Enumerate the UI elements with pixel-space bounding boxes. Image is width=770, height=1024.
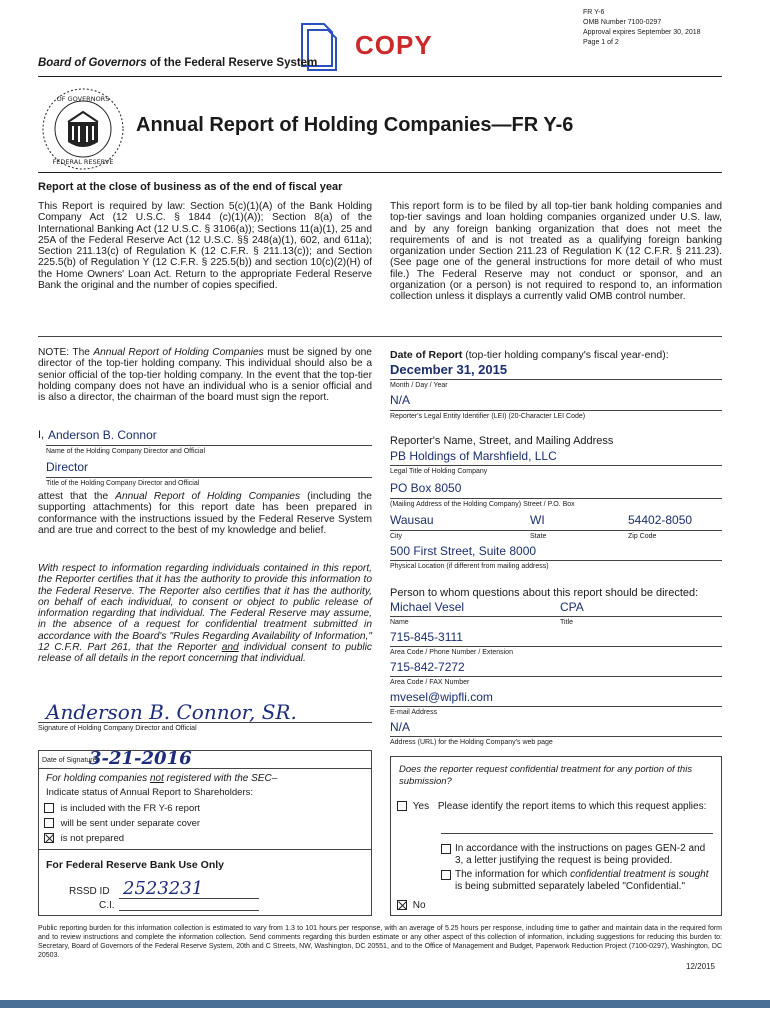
contact-title[interactable]: CPA — [560, 600, 584, 614]
rssd-label: RSSD ID — [69, 886, 110, 897]
city-caption: City — [390, 533, 403, 540]
approval-expires: Approval expires September 30, 2018 — [583, 29, 701, 36]
ci-label: C.I. — [99, 900, 115, 911]
director-signature[interactable]: Anderson B. Connor, SR. — [46, 700, 297, 724]
physical-location-value[interactable]: 500 First Street, Suite 8000 — [390, 544, 537, 558]
report-date-caption: Month / Day / Year — [390, 382, 448, 389]
checkbox-not-prepared[interactable] — [44, 833, 54, 843]
contact-name[interactable]: Michael Vesel — [390, 600, 465, 614]
sec-option-included[interactable]: is included with the FR Y-6 report — [44, 803, 200, 814]
checkbox-included[interactable] — [44, 803, 54, 813]
zip-value[interactable]: 54402-8050 — [628, 513, 693, 527]
report-date-value[interactable]: December 31, 2015 — [390, 362, 508, 377]
contact-fax[interactable]: 715-842-7272 — [390, 660, 465, 674]
revision-date: 12/2015 — [686, 962, 715, 971]
lei-value[interactable]: N/A — [390, 393, 411, 407]
sec-box-title: For holding companies not registered with the SEC– — [46, 773, 278, 784]
agency-name: Board of Governors of the Federal Reserve System — [38, 57, 318, 69]
checkbox-no[interactable] — [397, 900, 407, 910]
burden-statement: Public reporting burden for this information collection is estimated to vary from 1.3 to 101 hours per response, with an average of 5.25 hours per response, including time to gather and maintain data in the required form and to review instructions and complete the information collection. Send comments regarding this burden estimate or any other aspect of this collection of information, including suggestions for reducing this burden to: Secretary, Board of Governors of the Federal Reserve System, 20th and C Streets, NW, Washington, DC 20551, and to the Office of Management and Budget, Paperwork Reduction Project (7100-0297), Washington, DC 20503. — [38, 925, 722, 959]
fed-use-title: For Federal Reserve Bank Use Only — [46, 859, 224, 871]
legal-title-value[interactable]: PB Holdings of Marshfield, LLC — [390, 449, 557, 463]
sec-option-not-prepared[interactable]: is not prepared — [44, 833, 124, 844]
date-of-signature-label: Date of Signature — [42, 757, 97, 764]
date-of-signature-field[interactable] — [38, 750, 372, 768]
reporter-heading: Reporter's Name, Street, and Mailing Address — [390, 435, 614, 447]
certify-paragraph: With respect to information regarding individuals contained in this report, the Reporter certifies that it has the authority to provide this information to the Federal Reserve. The Reporter also certifies that it has the authority, on behalf of each individual, to consent or object to public release of information regarding that individual. The Federal Reserve may assume, in the absence of a request for confidential treatment submitted in accordance with the Board's "Rules Regarding Availability of Information," 12 C.F.R. Part 261, that the Reporter and individual consent to public release of all details in the report concerning that individual. — [38, 563, 372, 665]
contact-fax-caption: Area Code / FAX Number — [390, 679, 470, 686]
signer-title-caption: Title of the Holding Company Director and Official — [46, 480, 200, 487]
checkbox-confidential-separate[interactable] — [441, 870, 451, 880]
signer-title[interactable]: Director — [46, 460, 89, 474]
checkbox-separate[interactable] — [44, 818, 54, 828]
state-value[interactable]: WI — [530, 513, 545, 527]
svg-text:OF GOVERNORS: OF GOVERNORS — [56, 95, 110, 103]
state-caption: State — [530, 533, 547, 540]
signer-name-caption: Name of the Holding Company Director and Official — [46, 448, 206, 455]
contact-email[interactable]: mvesel@wipfli.com — [390, 690, 493, 704]
rssd-value[interactable]: 2523231 — [123, 878, 204, 899]
confidential-yes-option[interactable]: Yes Please identify the report items to which this request applies: — [397, 801, 706, 812]
confidential-question: Does the reporter request confidential treatment for any portion of this submission? — [399, 764, 693, 787]
note-paragraph: NOTE: The Annual Report of Holding Companies must be signed by one director of the top-tier holding company. This individual should also be a senior official of the top-tier holding company. In the event that the top-tier holding company does not have an individual who is a senior official and is also a director, the chairman of the board must sign the report. — [38, 347, 372, 404]
signer-name[interactable]: Anderson B. Connor — [48, 428, 157, 442]
physical-location-caption: Physical Location (if different from mailing address) — [390, 563, 549, 570]
page-title: Annual Report of Holding Companies—FR Y-6 — [136, 114, 574, 136]
contact-phone[interactable]: 715-845-3111 — [390, 630, 463, 644]
report-subtitle: Report at the close of business as of the end of fiscal year — [38, 181, 343, 193]
contact-phone-caption: Area Code / Phone Number / Extension — [390, 649, 513, 656]
svg-text:FEDERAL RESERVE: FEDERAL RESERVE — [52, 158, 114, 166]
confidential-no-option[interactable]: No — [397, 900, 426, 911]
federal-reserve-seal-icon — [40, 86, 126, 172]
fed-use-box — [38, 850, 372, 916]
contact-url[interactable]: N/A — [390, 720, 411, 734]
copy-stamp: COPY — [355, 30, 433, 60]
contact-url-caption: Address (URL) for the Holding Company's web page — [390, 739, 553, 746]
legal-title-caption: Legal Title of Holding Company — [390, 468, 488, 475]
intro-left: This Report is required by law: Section 5(c)(1)(A) of the Bank Holding Company Act (12 U.S.C. § 1844 (c)(1)(A)); Section 8(a) of the International Banking Act (12 U.S.C. § 3106(a)); Sections 11(a)(1), 25 and 25A of the Federal Reserve Act (12 U.S.C. §§ 248(a)(1), 602, and 611a); Section 211.13(c) of Regulation K (12 C.F.R. § 211.13(c)); and Section 225.5(b) of Regulation Y (12 C.F.R. § 225.5(b)) and section 10(c)(2)(H) of the Home Owners' Loan Act. Return to the appropriate Federal Reserve Bank the original and the number of copies specified. — [38, 201, 372, 292]
page-of: Page 1 of 2 — [583, 39, 619, 46]
signature-caption: Signature of Holding Company Director and Official — [38, 725, 197, 732]
intro-right: This report form is to be filed by all top-tier bank holding companies and top-tier savings and loan holding companies organized under U.S. law, and by any foreign banking organization that does not meet the requirements of and is not treated as a qualifying foreign banking organization under Section 211.23 of Regulation K (12 C.F.R. § 211.23). (See page one of the general instructions for more detail of who must file.) The Federal Reserve may not conduct or sponsor, and an organization (or a person) is not required to respond to, an information collection unless it displays a currently valid OMB control number. — [390, 201, 722, 303]
contact-email-caption: E-mail Address — [390, 709, 438, 716]
scan-edge-bar — [0, 1000, 770, 1008]
contact-heading: Person to whom questions about this report should be directed: — [390, 587, 699, 599]
omb-number: OMB Number 7100-0297 — [583, 19, 662, 26]
attest-paragraph: attest that the Annual Report of Holding Companies (including the supporting attachments) for this report date has been prepared in conformance with the instructions issued by the Federal Reserve System and are true and correct to the best of my knowledge and belief. — [38, 491, 372, 536]
confidential-option-separate[interactable]: The information for which confidential treatment is sought is being submitted separately labeled "Confidential." — [441, 869, 713, 893]
mailing-address-caption: (Mailing Address of the Holding Company) Street / P.O. Box — [390, 501, 575, 508]
signer-prefix: I, — [38, 429, 45, 441]
sec-status-box — [38, 768, 372, 850]
checkbox-yes[interactable] — [397, 801, 407, 811]
zip-caption: Zip Code — [628, 533, 657, 540]
contact-title-caption: Title — [560, 619, 573, 626]
lei-caption: Reporter's Legal Entity Identifier (LEI) (20-Character LEI Code) — [390, 413, 586, 420]
contact-name-caption: Name — [390, 619, 409, 626]
sec-box-instruction: Indicate status of Annual Report to Shareholders: — [46, 787, 254, 798]
mailing-address-value[interactable]: PO Box 8050 — [390, 481, 462, 495]
confidential-box — [390, 756, 722, 916]
form-code: FR Y-6 — [583, 9, 605, 16]
checkbox-letter[interactable] — [441, 844, 451, 854]
date-of-signature-value: 3-21-2016 — [89, 748, 192, 769]
confidential-option-letter[interactable]: In accordance with the instructions on pages GEN-2 and 3, a letter justifying the request is being provided. — [441, 843, 713, 867]
sec-option-separate[interactable]: will be sent under separate cover — [44, 818, 200, 829]
city-value[interactable]: Wausau — [390, 513, 434, 527]
report-date-heading: Date of Report (top-tier holding company's fiscal year-end): — [390, 349, 669, 361]
